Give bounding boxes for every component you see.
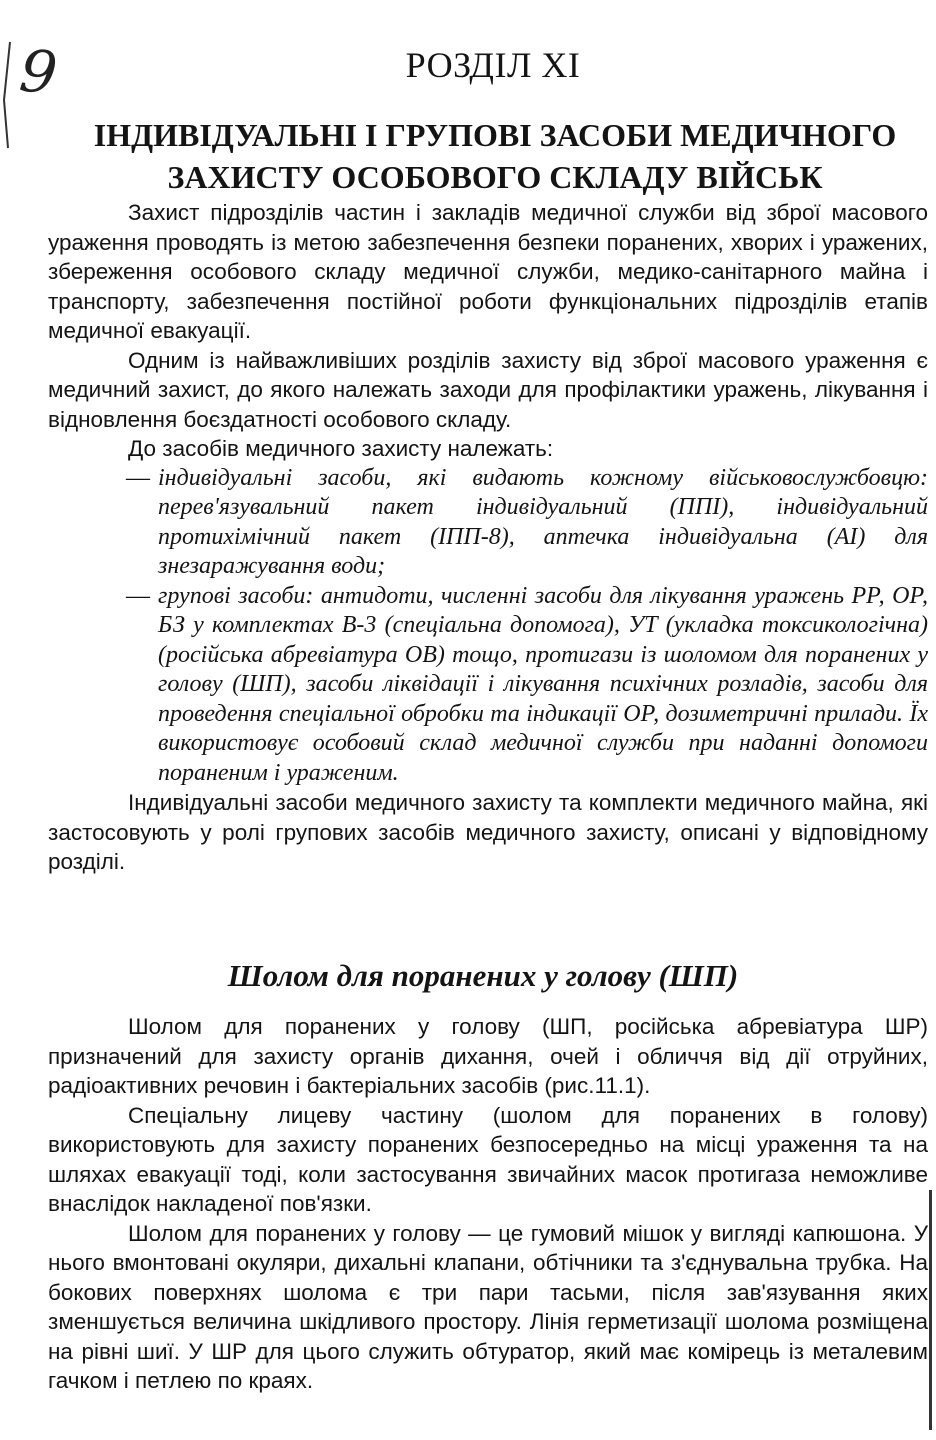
means-list [48, 464, 928, 789]
section-label: РОЗДІЛ XI [405, 45, 581, 85]
list-item: — індивідуальні засоби, які видають кожному військовослужбовцю: перев'язувальний пакет індивідуальний (ППІ), індивідуальний протихімічний пакет (ІПП-8), аптечка індивідуальна (АІ) для знезаражування води; [126, 464, 928, 579]
helmet-paragraph-3: Шолом для поранених у голову — це гумовий мішок у вигляді капюшона. У нього вмонтовані окуляри, дихальні клапани, обтічники та з'єднувальна трубка. На бокових поверхнях шолома є три пари тасьми, після зав'язування яких зменшується величина шкідливого простору. Лінія герметизації шолома розміщена на рівні шиї. У ШР для цього служить обтуратор, який має комірець із металевим гачком і петлею по краях. [48, 1220, 928, 1393]
page-edge-line [929, 1190, 932, 1430]
list-item: — групові засоби: антидоти, численні засоби для лікування уражень РР, ОР, БЗ у комплектах В-3 (спеціальна допомога), УТ (укладка токсикологічна) (російська абревіатура ОВ) тощо, протигази із шоломом для поранених у голову (ШП), засоби ліквідації і лікування психічних розладів, засоби для проведення спеціальної обробки та індикації ОР, дозиметричні прилади. Їх використовує особовий склад медичної служби при наданні допомоги пораненим і ураженим. [126, 582, 928, 786]
list-item-text: групові засоби: антидоти, численні засоби для лікування уражень РР, ОР, БЗ у комплектах В-3 (спеціальна допомога), УТ (укладка токсикологічна) (російська абревіатура ОВ) тощо, протигази із шоломом для поранених у голову (ШП), засоби ліквідації і лікування психічних розладів, засоби для проведення спеціальної обробки та індикації ОР, дозиметричні прилади. Їх використовує особовий склад медичної служби при наданні допомоги пораненим і ураженим. [158, 582, 928, 786]
intro-section [48, 198, 928, 877]
subheading: Шолом для поранених у голову (ШП) [227, 958, 739, 993]
helmet-paragraph-2: Спеціальну лицеву частину (шолом для поранених в голову) використовують для захисту поранених безпосередньо на місці ураження та на шляхах евакуації тоді, коли застосування звичайних масок протигаза неможливе внаслідок накладеної пов'язки. [48, 1102, 928, 1216]
helmet-paragraph-1: Шолом для поранених у голову (ШП, російська абревіатура ШР) призначений для захисту органів дихання, очей і обличчя від дії отруйних, радіоактивних речовин і бактеріальних засобів (рис.11.1). [48, 1014, 928, 1098]
handwritten-margin-note: 9 [16, 36, 61, 108]
list-item-text: індивідуальні засоби, які видають кожному військовослужбовцю: перев'язувальний пакет індивідуальний (ППІ), індивідуальний протихімічний пакет (ІПП-8), аптечка індивідуальна (АІ) для знезаражування води; [158, 464, 928, 579]
intro-paragraph-1: Захист підрозділів частин і закладів медичної служби від зброї масового ураження проводять із метою забезпечення безпеки поранених, хворих і уражених, збереження особового складу медичної служби, медико-санітарного майна і транспорту, забезпечення постійної роботи функціональних підрозділів етапів медичної евакуації. [48, 200, 928, 343]
helmet-section [48, 1012, 928, 1396]
intro-paragraph-3: До засобів медичного захисту належать: [128, 436, 554, 461]
intro-paragraph-4: Індивідуальні засоби медичного захисту та комплекти медичного майна, які застосовують у ролі групових засобів медичного захисту, описані у відповідному розділі. [48, 790, 928, 874]
intro-paragraph-2: Одним із найважливіших розділів захисту від зброї масового ураження є медичний захист, до якого належать заходи для профілактики уражень, лікування і відновлення боєздатності особового складу. [48, 347, 928, 432]
chapter-title: ІНДИВІДУАЛЬНІ І ГРУПОВІ ЗАСОБИ МЕДИЧНОГО ЗАХИСТУ ОСОБОВОГО СКЛАДУ ВІЙСЬК [93, 117, 897, 195]
